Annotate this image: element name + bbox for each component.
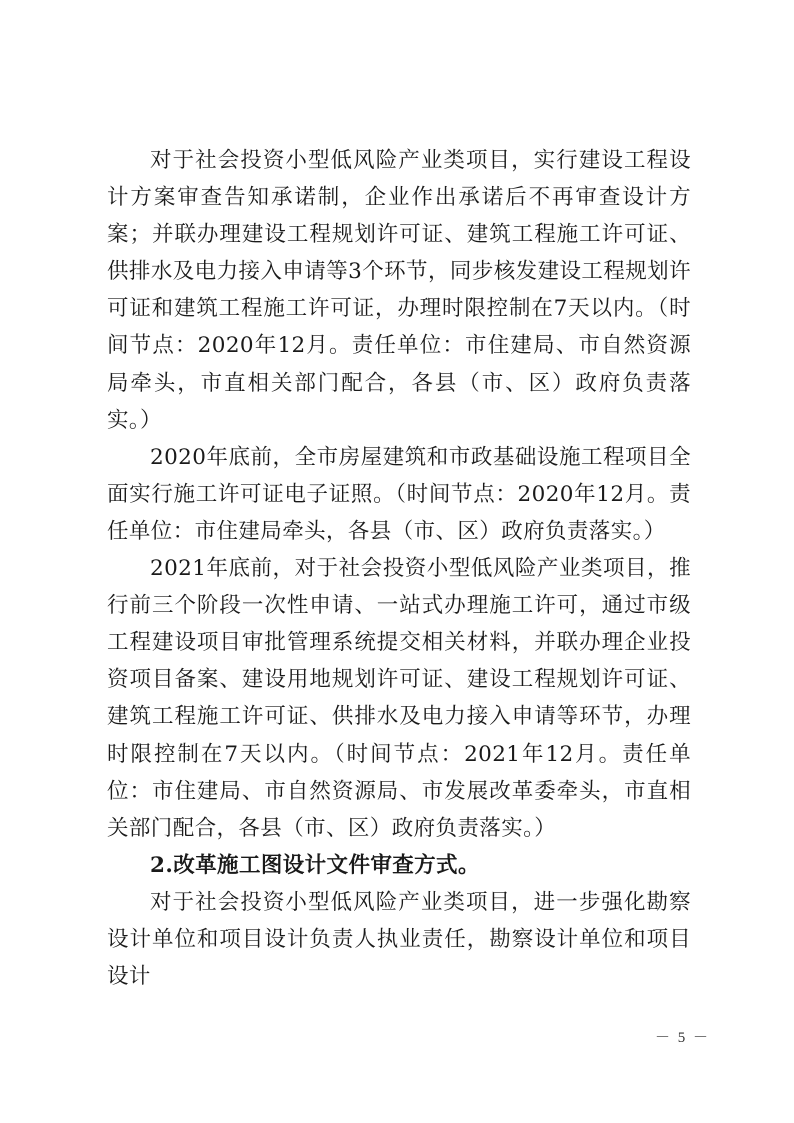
paragraph-design-responsibility: 对于社会投资小型低风险产业类项目，进一步强化勘察设计单位和项目设计负责人执业责任，勘察设计单位和项目设计 <box>107 889 691 990</box>
document-page-body <box>107 142 691 995</box>
paragraph-2021-one-stop-permit: 2021年底前，对于社会投资小型低风险产业类项目，推行前三个阶段一次性申请、一站式办理施工许可，通过市级工程建设项目审批管理系统提交相关材料，并联办理企业投资项目备案、建设用地规划许可证、建设工程规划许可证、建筑工程施工许可证、供排水及电力接入申请等环节，办理时限控制在7天以内。（时间节点：2021年12月。责任单位：市住建局、市自然资源局、市发展改革委牵头，市直相关部门配合，各县（市、区）政府负责落实。） <box>107 556 691 841</box>
page-number: － 5 － <box>655 1030 711 1046</box>
section-heading-drawing-review-reform: 2.改革施工图设计文件审查方式。 <box>150 852 480 878</box>
paragraph-design-review-commitment: 对于社会投资小型低风险产业类项目，实行建设工程设计方案审查告知承诺制，企业作出承诺后不再审查设计方案；并联办理建设工程规划许可证、建筑工程施工许可证、供排水及电力接入申请等3个环节，同步核发建设工程规划许可证和建筑工程施工许可证，办理时限控制在7天以内。（时间节点：2020年12月。责任单位：市住建局、市自然资源局牵头，市直相关部门配合，各县（市、区）政府负责落实。） <box>107 148 691 433</box>
paragraph-2020-electronic-permit: 2020年底前，全市房屋建筑和市政基础设施工程项目全面实行施工许可证电子证照。（时间节点：2020年12月。责任单位：市住建局牵头，各县（市、区）政府负责落实。） <box>107 444 691 544</box>
